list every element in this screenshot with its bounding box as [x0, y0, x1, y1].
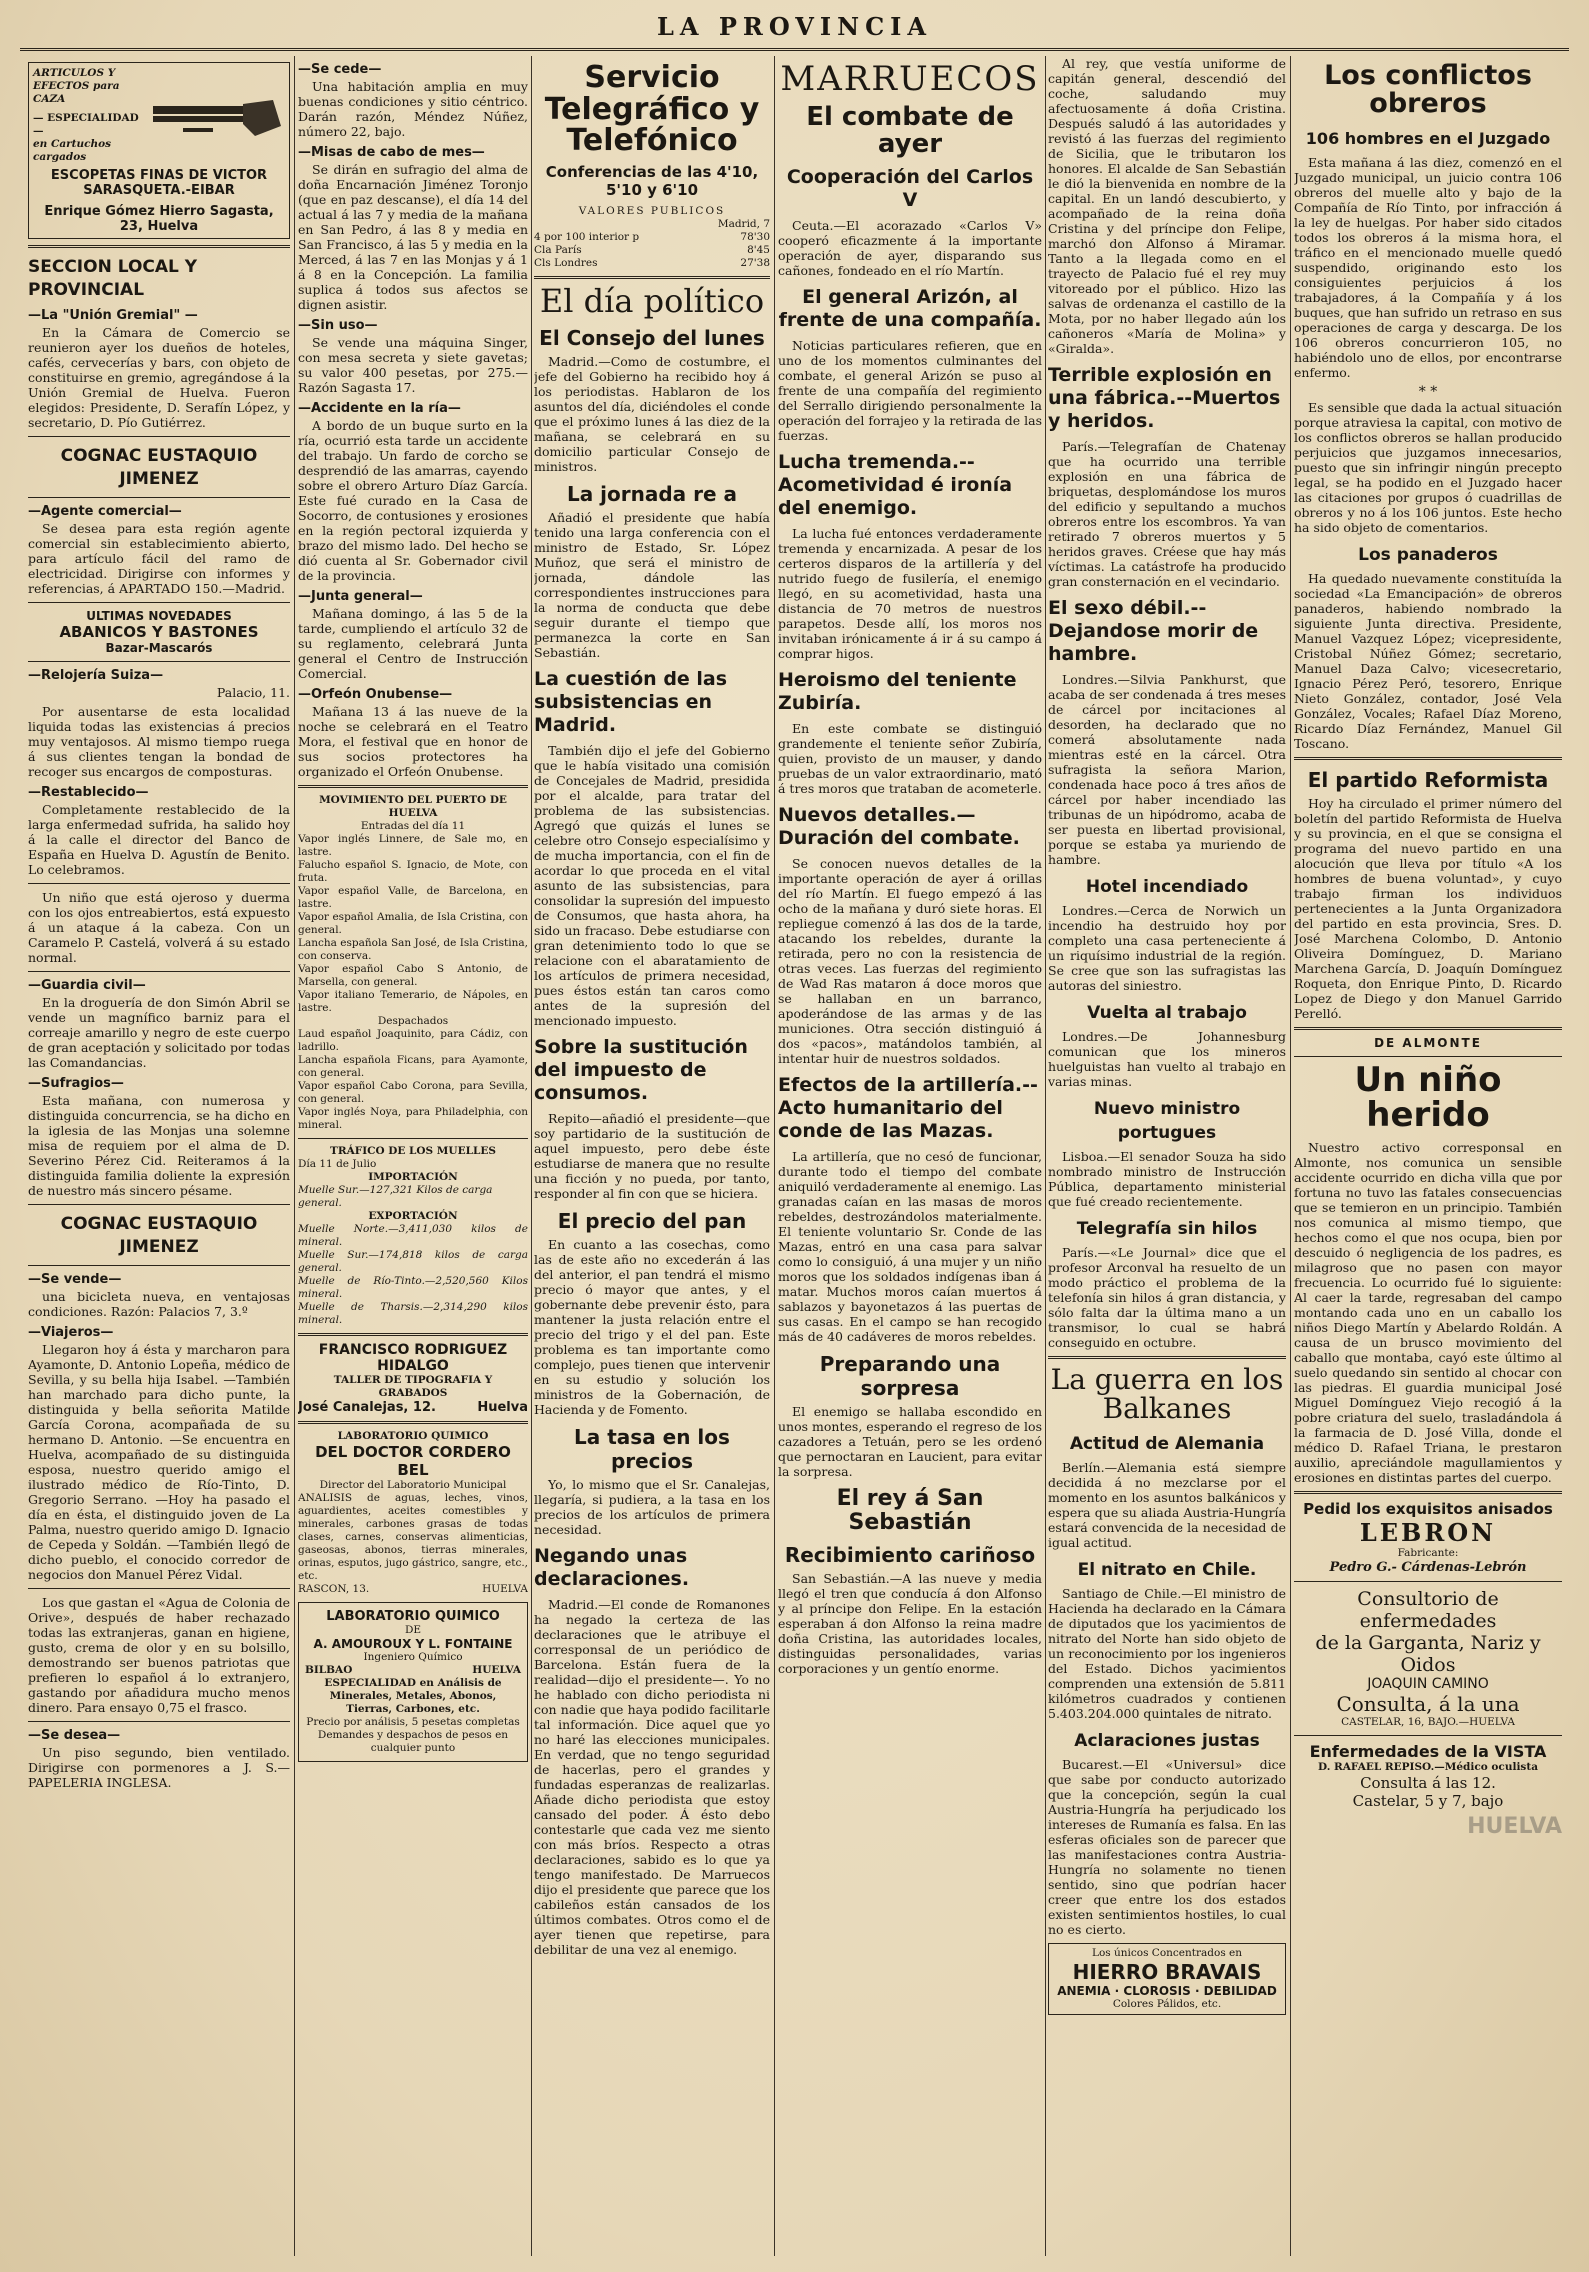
item-heading: —Restablecido— [28, 785, 149, 800]
ad-sarasqueta [28, 62, 290, 239]
article-heading: Actitud de Alemania [1069, 1433, 1265, 1454]
ad-lab1-name: DEL DOCTOR CORDERO BEL [315, 1443, 511, 1479]
port-entries-list [298, 833, 528, 1015]
port-title: MOVIMIENTO DEL PUERTO DE HUELVA [319, 794, 507, 819]
values-table [534, 231, 770, 270]
values-row [534, 244, 770, 257]
article-heading: Aclaraciones justas [1074, 1730, 1260, 1751]
item-heading: —Orfeón Onubense— [298, 687, 453, 702]
values-label: Cls Londres [534, 256, 598, 269]
almonte-heading: DE ALMONTE [1374, 1035, 1482, 1050]
article-text: Madrid.—Como de costumbre, el jefe del Gobierno ha recibido hoy á los periodistas. Hablaron de los asuntos del día, diciéndoles el conde que el próximo lunes á las diez de la mañana, se celebrará en su domicilio particular Consejo de ministros. [534, 354, 770, 475]
article-heading: Efectos de la artillería.-- Acto humanitario del conde de las Mazas. [778, 1074, 1038, 1143]
item-text: Los que gastan el «Agua de Colonia de Orive», después de haber rechazado todas las extranjeras, ganan en higiene, gusto, crema de olor y en su bolsillo, demostrando ser buenos patriotas que prefieren lo español á lo extranjero, gastando por añadidura mucho menos dinero. Para ensayo 0,75 el frasco. [28, 1595, 290, 1715]
docks-date: Día 11 de Julio [298, 1158, 377, 1170]
article-text: París.—«Le Journal» dice que el profesor Arconval ha resuelto de un modo práctico el problema de la telefonía sin hilos á gran distancia, y sólo falta dar la última mano a un transmisor, lo cual se habrá conseguido en octubre. [1048, 1245, 1286, 1350]
list-item: Vapor español Cabo S Antonio, de Marsella, con general. [298, 963, 528, 988]
column-rule [294, 56, 295, 2256]
article-heading: La cuestión de las subsistencias en Madrid. [534, 668, 728, 737]
balkans-title: La guerra en los Balkanes [1050, 1363, 1284, 1426]
item-text: En la Cámara de Comercio se reunieron ayer los dueños de hoteles, cafés, cervecerías y bars, con objeto de constituirse en gremio, agregándose á la Unión Gremial de Huelva. Fueron elegidos: Presidente, D. Serafín López, y secretario, D. Pío Gutiérrez. [28, 325, 290, 430]
list-item: Vapor italiano Temerario, de Nápoles, en lastre. [298, 989, 528, 1014]
article-text: La lucha fué entonces verdaderamente tremenda y encarnizada. A pesar de los certeros disparos de la artillería y del nutrido fuego de fusilería, el enemigo llegó, en su acometividad, hasta una distancia de 70 metros de nuestros parapetos. Desde allí, los moros nos invitaban irónicamente á ir á su campo á comprar higos. [778, 526, 1042, 662]
ad-line: ABANICOS Y BASTONES [59, 623, 259, 641]
list-item: Muelle de Tharsis.—2,314,290 kilos mineral. [298, 1301, 528, 1326]
article-heading: Nuevo ministro portugues [1093, 1099, 1241, 1143]
values-row [534, 231, 770, 244]
item-text: Completamente restablecido de la larga enfermedad sufrida, ha salido hoy á la calle el director del Banco de España en Huelva D. Agustín de Benito. Lo celebramos. [28, 802, 290, 877]
ad-line: Pedro G.- Cárdenas-Lebrón [1329, 1560, 1527, 1576]
port-subtitle: Entradas del día 11 [360, 820, 466, 832]
article-text: Añadió el presidente que había tenido una larga conferencia con el ministro de Estado, Sr. López Muñoz, que será el ministro de jornada, dándole las correspondientes instrucciones para la norma de conducta que debe seguir durante el tiempo que permanezca la corte en San Sebastián. [534, 510, 770, 661]
ad-line: ULTIMAS NOVEDADES [86, 609, 232, 623]
item-text: Por ausentarse de esta localidad liquida todas las existencias á precios muy ventajosos. Al mismo tiempo ruega á sus clientes tengan la bondad de recoger sus encargos de composturas. [28, 704, 290, 779]
ad-lab2-price: Precio por análisis, 5 pesetas completas [306, 1716, 520, 1728]
article-heading: Los panaderos [1358, 544, 1498, 565]
article-text: Lisboa.—El senador Souza ha sido nombrado ministro de Instrucción Pública, departamento ministerial que fué creado recientemente. [1048, 1149, 1286, 1209]
article-text: Noticias particulares refieren, que en uno de los momentos culminantes del combate, el general Arizón se puso al frente de una compañía del regimiento del Serrallo dirigiendo personalmente la operación del forrajeo y la retirada de las fuerzas. [778, 338, 1042, 444]
ad-line: ANEMIA · CLOROSIS · DEBILIDAD [1057, 1983, 1277, 1998]
article-text: Hoy ha circulado el primer número del boletín del partido Reformista de Huelva y su provincia, en el que se consigna el programa del nuevo partido en una alocución que lleva por título «A los hombres de buena voluntad», y cuyo trabajo firman los individuos pertenecientes a la Junta Organizadora del partido en esta provincia, Sres. D. José Marchena Colombo, D. Antonio Oliveira Domínguez, D. Mariano Marchena García, D. Joaquín Domínguez Roqueta, don Enrique Pinto, D. Ricardo Lopez de Diego y don Manuel Garrido Perelló. [1294, 795, 1562, 1021]
article-heading: El rey á San Sebastián [836, 1486, 984, 1536]
political-title: El día político [539, 281, 765, 320]
item-text: Se vende una máquina Singer, con mesa secreta y siete gavetas; su valor 400 pesetas, por 275.—Razón Sagasta 17. [298, 335, 528, 395]
list-item: Falucho español S. Ignacio, de Mote, con fruta. [298, 859, 528, 884]
item-heading: —Se cede— [298, 62, 382, 77]
ad-line: HIERRO BRAVAIS [1072, 1959, 1262, 1984]
column-rule [774, 56, 775, 2256]
column-6: Los conflictos obreros 106 hombres en el Juzgado Esta mañana á las diez, comenzó en el Juzgado municipal, un juicio contra 106 obreros del muelle alto y bajo de la Compañía de Río Tinto, por infracción á la ley de huelgas. Por haber sido citados todos los obreros á la misma hora, el tráfico en el mencionado muelle quedó suspendido, originando esto los consiguientes perjuicios á los trabajadores, á la Compañía y á los buques, que han sufrido un retraso en sus operaciones de carga y descarga. De los 106 obreros concurrieron 105, no habiéndolo uno de ellos, por encontrarse enfermo. * * Es sensible que dada la actual situación porque atraviesa la capital, con motivo de los conflictos obreros se hallan producido perjuicios que juzgamos innecesarios, puesto que sin infringir ningún precepto legal, se ha podido en el Juzgado hacer las citaciones por grupos ó cuadrillas de obreros y no á los 106 juntos. Este hecho ha sido objeto de comentarios. Los panaderos Ha quedado nuevamente constituída la sociedad «La Emancipación» de obreros panaderos, habiendo nombrado la siguiente Junta directiva. Presidente, Manuel Vazquez López; vicepresidente, Cristobal Núñez Gómez; secretario, Manuel Daza Calvo; vicesecretario, Ignacio Pérez Peró, tesorero, Enrique Nieto González, contador, José Vela González, Vocales; Rafael Díaz Moreno, Ricardo Díaz Fernández, Manuel Gil Toscano. El partido Reformista Hoy ha circulado el primer número del boletín del partido Reformista de Huelva y su provincia, en el que se consigna el programa del nuevo partido en una alocución que lleva por título «A los hombres de buena voluntad», y cuyo trabajo firman los individuos pertenecientes a la Junta Organizadora del partido en esta provincia, Sres. D. José Marchena Colombo, D. Antonio Oliveira Domínguez, D. Mariano Marchena García, D. Joaquín Domínguez Roqueta, don Enrique Pinto, D. Ricardo Lopez de Diego y don Manuel Garrido Perelló. DE ALMONTE Un niño herido Nuestro activo corresponsal en Almonte, nos comunica un sensible accidente ocurrido en dicha villa que por fortuna no tuvo las fatales consecuencias que se temieron en un principio. También nos comunica al mismo tiempo, que hechos como el que nos ocupa, bien por descuido ó negligencia de los padres, es milagroso que no pasen con mayor frecuencia. Lo ocurrido fué lo siguiente: Al caer la tarde, regresaban del campo montando cada uno en un caballo los niños Diego Martín y Abelardo Roldán. A causa de un brusco movimiento del caballo que montaba, cayó este último al suelo quedando sin sentido al chocar con las piedras. El guardia municipal José Miguel Domínguez Viejo recogió á la pobre criatura del suelo, trasladándola á la farmacia de D. José Villa, donde el médico D. Rafael Triana, le prestaron auxilio, apreciándole magullamientos y erosiones en distintas partes del cuerpo. Pedid los exquisitos anisados LEBRON Fabricante: Pedro G.- Cárdenas-Lebrón Consultorio de enfermedades de la Garganta, Nariz y Oidos JOAQUIN CAMINO Consulta, á la una CASTELAR, 16, BAJO.—HUELVA Enfermedades de la VISTA D. RAFAEL REPISO.—Médico oculista Consulta á las 12. Castelar, 5 y 7, bajo HUELVA [1294, 60, 1562, 1840]
item-text: Palacio, 11. [216, 685, 290, 700]
article-text: Se conocen nuevos detalles de la importante operación de ayer á orillas del río Martín. El fuego empezó á las ocho de la mañana y duró siete horas. El repliegue comenzó á las dos de la tarde, atacando los rebeldes, durante la retirada, pero no con la resistencia de otras veces. Las fuerzas del regimiento de Wad Ras mataron á doce moros que se hallaban en un barranco, apoderándose de las armas y de las municiones. Otra sección distinguió á dos «pacos», matándolos también, al intentar huir de nuestros soldados. [778, 856, 1042, 1067]
ad-frh-name: FRANCISCO RODRIGUEZ HIDALGO [318, 1342, 508, 1374]
values-value: 78'30 [740, 230, 770, 243]
docks-title: TRÁFICO DE LOS MUELLES [330, 1145, 496, 1157]
item-heading: —Guardia civil— [28, 978, 146, 993]
ad-lab1-city: HUELVA [482, 1583, 528, 1595]
ad-lab1-text: ANALISIS de aguas, leches, vinos, aguardientes, aceites comestibles y minerales, carbones grasas de todas clases, carnes, conservas alimenticias, gaseosas, abonos, tierras minerales, orinas, esputos, jugo gástrico, sangre, etc., etc. [298, 1492, 528, 1582]
article-heading: Hotel incendiado [1085, 877, 1249, 897]
list-item: Vapor español Amalia, de Isla Cristina, con general. [298, 911, 528, 936]
article-heading: Nuevos detalles.—Duración del combate. [778, 804, 1020, 850]
values-row [534, 257, 770, 270]
ad-line: de la Garganta, Nariz y Oidos [1315, 1632, 1541, 1677]
article-heading: Vuelta al trabajo [1087, 1003, 1247, 1023]
ad-frh-city: Huelva [477, 1400, 528, 1415]
ad-line: Pedid los exquisitos anisados [1303, 1500, 1553, 1519]
article-heading: Telegrafía sin hilos [1076, 1219, 1258, 1239]
item-heading: —Agente comercial— [28, 504, 182, 519]
ad-line: ARTICULOS Y EFECTOS para CAZA [33, 67, 120, 105]
article-text: El enemigo se hallaba escondido en unos montes, esperando el regreso de los cazadores a Tetuán, pero se les ordenó que pernoctaran en Laucient, para evitar la sorpresa. [778, 1404, 1042, 1480]
ad-frh-sub: TALLER DE TIPOGRAFIA Y GRABADOS [333, 1374, 493, 1399]
ad-line: JOAQUIN CAMINO [1367, 1676, 1489, 1693]
item-heading: —Misas de cabo de mes— [298, 145, 485, 160]
column-4 [778, 56, 1042, 2256]
ad-line: Los únicos Concentrados en [1091, 1946, 1243, 1959]
ad-line: Consulta, á la una [1336, 1692, 1520, 1717]
ad-cognac: COGNAC EUSTAQUIO JIMENEZ [60, 446, 258, 489]
item-heading: —La "Unión Gremial" — [28, 308, 198, 323]
article-text: Repito—añadió el presidente—que soy partidario de la sustitución de aquel impuesto, pero debe éste estudiarse de manera que no resulte una ficción y no pueda, por tanto, responder al fin con que se hiciera. [534, 1111, 770, 1202]
article-text: Ha quedado nuevamente constituída la sociedad «La Emancipación» de obreros panaderos, habiendo nombrado la siguiente Junta directiva. Presidente, Manuel Vazquez López; vicepresidente, Cristobal Núñez Gómez; secretario, Manuel Daza Calvo; vicesecretario, Ignacio Pérez Peró, tesorero, Enrique Nieto González, contador, José Vela González, Vocales; Rafael Díaz Moreno, Ricardo Díaz Fernández, Manuel Gil Toscano. [1294, 570, 1562, 751]
article-text: San Sebastián.—A las nueve y media llegó el tren que conducía á don Alfonso y al príncipe don Felipe. En la estación esperaban á don Alfonso la reina madre doña Cristina, las autoridades locales, distinguidas personalidades, varias corporaciones y un gentío enorme. [778, 1571, 1042, 1677]
article-text: Londres.—Silvia Pankhurst, que acaba de ser condenada á tres meses de cárcel por incitaciones al desorden, ha declarado que no comerá absolutamente nada mientras esté en la cárcel. Otra sufragista la señora Marion, condenada hace poco á tres años de cárcel por haber incendiado las tribunas de un hipódromo, acaba de ser puesta en libertad provisional, porque se estaba ya muriendo de hambre. [1048, 672, 1286, 867]
combat-title: El combate de ayer [806, 101, 1014, 159]
item-heading: —Se vende— [28, 1272, 122, 1287]
article-text: Madrid.—El conde de Romanones ha negado la certeza de las declaraciones que le atribuye el corresponsal de un periódico de Barcelona. Están fuera de la realidad—dijo el presidente—. Yo no he hablado con dicho periodista ni con nadie que haya podido facilitarle tal información. Dice aquel que yo no haré las elecciones municipales. En verdad, que no tengo seguridad de hacerlas, pero el grandes y fundadas esperanzas de realizarlas. Añade dicho periodista que estoy cansado del poder. Á ésto debo contestarle que cada vez me siento con más bríos. Respecto a otras declaraciones, sabido es lo que ya tengo manifestado. De Marruecos dijo el presidente que parece que los cabileños están cansados de los últimos combates. Otros como el de ayer tienen que repetirse, para debilitar de una vez al enemigo. [534, 1597, 770, 1958]
labor-title: Los conflictos obreros [1324, 60, 1532, 120]
shotgun-icon [143, 76, 283, 156]
article-heading: 106 hombres en el Juzgado [1305, 128, 1551, 148]
list-item: Lancha española San José, de Isla Cristina, con conserva. [298, 937, 528, 962]
ad-lab2-foot: Demandes y despachos de pesos en cualquier punto [317, 1729, 509, 1754]
item-heading: —Sufragios— [28, 1076, 124, 1091]
values-place: Madrid, 7 [717, 217, 770, 230]
article-text: Berlín.—Alemania está siempre decidida á no mezclarse por el momento en los asuntos balkánicos y espera que su aliada Austria-Hungría estará convencida de la necesidad de igual actitud. [1048, 1459, 1286, 1550]
article-heading: Terrible explosión en una fábrica.--Muertos y heridos. [1048, 364, 1281, 432]
article-text: Bucarest.—El «Universul» dice que sabe por conducto autorizado que la concepción, según la cual Austria-Hungría ha perjudicado los intereses de Rumanía es falsa. En las esferas oficiales son de parecer que las manifestaciones contra Austria-Hungría no solamente no tienen sentido, sino que podrían hacer creer que entre los dos estados existen sentimientos hostiles, lo cual no es cierto. [1048, 1756, 1286, 1937]
item-text: Mañana domingo, á las 5 de la tarde, cumpliendo el artículo 32 de su reglamento, celebrará Junta general el Centro de Instrucción Comercial. [298, 606, 528, 681]
item-text: Un piso segundo, bien ventilado. Dirigirse con pormenores a J. S.— PAPELERIA INGLESA. [28, 1745, 290, 1790]
column-2 [298, 56, 528, 2256]
article-text: París.—Telegrafían de Chatenay que ha ocurrido una terrible explosión en una fábrica de briquetas, desplomándose los muros del edificio y sepultando a muchos obreros entre los escombros. Ya van retirado 7 obreros muertos y 5 heridos graves. Créese que hay más víctimas. La catástrofe ha producido gran consternación en el vecindario. [1048, 439, 1286, 589]
ad-cognac: COGNAC EUSTAQUIO JIMENEZ [60, 1214, 258, 1257]
item-text: Esta mañana, con numerosa y distinguida concurrencia, se ha dicho en la iglesia de las Monjas una solemne misa de requiem por el alma de D. Severino Pérez Cid. Reiteramos á la distinguida familia doliente la expresión de nuestro más sincero pésame. [28, 1093, 290, 1198]
article-heading: Un niño herido [1354, 1059, 1502, 1136]
ad-line: Enrique Gómez Hierro Sagasta, 23, Huelva [44, 204, 274, 234]
ad-line: Bazar-Mascarós [105, 641, 213, 655]
article-text: Santiago de Chile.—El ministro de Hacienda ha declarado en la Cámara de diputados que los yacimientos de nitrato del Norte han sido objeto de un reconocimiento por los ingenieros del Estado. Dichos yacimientos comprenden una extensión de 5.811 kilómetros cuadrados y contienen 5.403.204.000 quintales de nitrato. [1048, 1585, 1286, 1721]
column-5 [1048, 56, 1286, 2256]
article-heading: La jornada re a [566, 482, 738, 507]
article-heading: Preparando una sorpresa [819, 1352, 1001, 1401]
article-heading: El sexo débil.--Dejandose morir de hambre. [1048, 597, 1259, 665]
masthead [20, 6, 1569, 51]
article-text: La artillería, que no cesó de funcionar, durante todo el tiempo del combate aniquiló verdaderamente al enemigo. Las granadas caían en las masas de moros rebeldes, destrozándolos materialmente. El teniente voluntario Sr. Conde de las Mazas, entró en una casa para salvar como lo consiguió, á una mujer y un niño moros que los soldados indígenas iban á matar. Muchos moros caían muertos á sablazos y bayonetazos á las puertas de sus casas. En el campo se han recogido más de 40 cadáveres de moros rebeldes. [778, 1149, 1042, 1345]
column-rule [531, 56, 532, 2256]
ad-lebron: LEBRON [1359, 1518, 1497, 1548]
item-text: En la droguería de don Simón Abril se vende un magnífico barniz para el correaje amarillo y negro de este cuerpo de gran aceptación y solicitado por todas las Comandancias. [28, 995, 290, 1070]
item-text: Se desea para esta región agente comercial sin establecimiento abierto, para artículo fácil del ramo de electricidad. Dirigirse con informes y referencias, á APARTADO 150.—Madrid. [28, 521, 290, 596]
ad-line: Colores Pálidos, etc. [1112, 1997, 1222, 2010]
masthead-title: LA PROVINCIA [656, 12, 933, 41]
list-item: Vapor inglés Noya, para Philadelphia, con mineral. [298, 1106, 528, 1131]
values-label: 4 por 100 interior p [534, 230, 640, 243]
item-heading: —Viajeros— [28, 1325, 114, 1340]
column-1 [28, 56, 290, 2256]
ad-line: — ESPECIALIDAD — [33, 112, 139, 137]
article-text: Yo, lo mismo que el Sr. Canalejas, llegaría, si pudiera, a la tasa en los precios de los artículos de primera necesidad. [534, 1477, 770, 1538]
article-text: También dijo el jefe del Gobierno que le había visitado una comisión de Concejales de Madrid, presidida por el alcalde, para tratar del problema de las subsistencias. Agregó que quizás el lunes se celebre otro Consejo especialísimo y de mucha importancia, con el fin de acordar lo que proceda en el vital asunto de las subsistencias, para consolidar la supresión del impuesto de Consumos, que hasta ahora, ha sido un fracaso. Debe estudiarse con gran detenimiento todo lo que se relacione con el abaratamiento de los artículos de primera necesidad, pues éstos están tan caros como antes de la supresión del mencionado impuesto. [534, 743, 770, 1029]
column-rule [1290, 56, 1291, 2256]
ad-lab2-sub2: Ingeniero Químico [363, 1651, 463, 1663]
article-heading: Lucha tremenda.--Acometividad é ironía del enemigo. [778, 451, 1013, 520]
item-text: A bordo de un buque surto en la ría, ocurrió esta tarde un accidente del trabajo. Un fardo de corcho se desprendió de las amarras, cayendo sobre el obrero Arturo Díaz García. Este fué curado en la Casa de Socorro, de contusiones y erosiones en la región pectoral izquierda y brazo del mismo lado. Del hecho se dió cuenta al Sr. Gobernador civil de la provincia. [298, 418, 528, 583]
section-title: SECCION LOCAL Y PROVINCIAL [28, 257, 198, 300]
article-heading: Negando unas declaraciones. [534, 1545, 690, 1591]
item-heading: —Junta general— [298, 589, 423, 604]
ad-line: Enfermedades de la VISTA [1309, 1742, 1547, 1762]
item-text: Se dirán en sufragio del alma de doña Encarnación Jiménez Toronjo (que en paz descanse), el día 14 del actual á las 7 y media de la mañana en San Pedro, á las 8 y media en San Francisco, á las 5 y media en la Merced, á las 7 en las Monjas y á 1 á 8 en la Concepción. La familia suplica á todos sus afectos se dignen asistir. [298, 162, 528, 312]
article-heading: Cooperación del Carlos V [786, 166, 1034, 212]
ad-hierro-bravais [1048, 1943, 1286, 2015]
article-heading: Recibimiento cariñoso [784, 1543, 1036, 1568]
item-text: una bicicleta nueva, en ventajosas condiciones. Razón: Palacios 7, 3.º [28, 1289, 290, 1319]
list-item: Muelle de Río-Tinto.—2,520,560 Kilos mineral. [298, 1275, 528, 1300]
export-list [298, 1223, 528, 1327]
port-departures-list [298, 1028, 528, 1132]
item-text: Mañana 13 á las nueve de la noche se celebrará en el Teatro Mora, el festival que en honor de sus socios protectores ha organizado el Orfeón Onubense. [298, 704, 528, 779]
list-item: Muelle Sur.—174,818 kilos de carga general. [298, 1249, 528, 1274]
item-heading: —Se desea— [28, 1728, 121, 1743]
column-rule [1045, 56, 1046, 2256]
values-value: 27'38 [740, 256, 770, 269]
item-heading: —Relojería Suiza— [28, 668, 164, 683]
item-text: Llegaron hoy á ésta y marcharon para Ayamonte, D. Antonio Lopeña, médico de Sevilla, y su bella hija Isabel. —También han marchado para dicho punte, la distinguida y bella señorita Matilde García Corona, acompañada de su hermano D. Antonio. —Se encuentra en Huelva, acompañado de su distinguida esposa, nuestro querido amigo el ilustrado médico de Río-Tinto, D. Gregorio Serrano. —Hoy ha pasado el día en ésta, el distinguido joven de La Palma, nuestro querido amigo D. Ignacio de Cepeda y Soldán. —También llegó de dicho pueblo, el conocido corredor de negocios don Manuel Pérez Vidal. [28, 1342, 290, 1582]
ad-lab2-sub: DE [404, 1624, 422, 1636]
article-text: Ceuta.—El acorazado «Carlos V» cooperó eficazmente á la importante operación de ayer, disparando sus cañones, fondeado en el río Martín. [778, 218, 1042, 279]
ad-lab2 [298, 1602, 528, 1762]
article-text: En cuanto a las cosechas, como las de este año no excederán á las del anterior, el pan tendrá el mismo precio ó mayor que antes, y el gobernante debe prevenir ésto, para mantener la justa relación entre el precio del trigo y el del pan. Este problema es tan importante como complejo, pues tienen que intervenir en su estudio y solución los ministros de la Gobernación, de Hacienda y de Fomento. [534, 1237, 770, 1418]
ad-line: Consultorio de enfermedades [1357, 1588, 1499, 1633]
item-heading: —Sin uso— [298, 318, 378, 333]
import-line: Muelle Sur.—127,321 Kilos de carga general. [298, 1184, 493, 1209]
archive-watermark: HUELVA [1467, 1814, 1562, 1840]
port-despachados-heading: Despachados [377, 1015, 449, 1027]
list-item: Lancha española Ficans, para Ayamonte, con general. [298, 1054, 528, 1079]
article-heading: La tasa en los precios [574, 1425, 730, 1474]
article-heading: Sobre la sustitución del impuesto de consumos. [534, 1036, 748, 1105]
article-heading: El precio del pan [557, 1209, 747, 1234]
list-item: Vapor inglés Linnere, de Sale mo, en lastre. [298, 833, 528, 858]
article-text: Esta mañana á las diez, comenzó en el Juzgado municipal, un juicio contra 106 obreros del muelle alto y bajo de la Compañía de Río Tinto, por infracción á la ley de huelgas. Por haber sido citados todos los obreros á la misma hora, el tráfico en el mencionado muelle quedó suspendido, originando esto los consiguientes perjuicios á los trabajadores, á la Compañía y á los buques, que han sufrido un retraso en sus operaciones de carga y descarga. De los 106 obreros concurrieron 105, no habiéndolo uno de ellos, por encontrarse enfermo. [1294, 154, 1562, 380]
article-text: Londres.—De Johannesburg comunican que los mineros huelguistas han vuelto al trabajo en varias minas. [1048, 1029, 1286, 1089]
list-item: Vapor español Cabo Corona, para Sevilla, con general. [298, 1080, 528, 1105]
article-text: En este combate se distinguió grandemente el teniente señor Zubiría, quien, provisto de un mauser, y dando pruebas de un valor extraordinario, mató á tres moros que trataban de acometerle. [778, 721, 1042, 797]
ad-lab2-huelva: HUELVA [472, 1664, 521, 1676]
item-text: Un niño que está ojeroso y duerma con los ojos entreabiertos, está expuesto á un ataque á la cabeza. Con un Caramelo P. Castelá, volverá á su estado normal. [28, 890, 290, 965]
list-item: Vapor español Valle, de Barcelona, en lastre. [298, 885, 528, 910]
ad-lab2-text: ESPECIALIDAD en Análisis de Minerales, Metales, Abonos, Tierras, Carbones, etc. [324, 1677, 502, 1715]
column-3 [534, 56, 770, 2256]
ad-lab2-bilbao: BILBAO [305, 1664, 353, 1676]
ad-lab2-name: A. AMOUROUX Y L. FONTAINE [313, 1637, 513, 1651]
ad-lab1-addr: RASCON, 13. [298, 1583, 370, 1595]
ad-line: en Cartuchos cargados [33, 138, 112, 163]
values-heading: VALORES PUBLICOS [578, 204, 726, 217]
ad-lab1-head: LABORATORIO QUIMICO [337, 1430, 489, 1442]
ad-lab1-sub: Director del Laboratorio Municipal [319, 1479, 507, 1491]
article-heading: El general Arizón, al frente de una compañía. [778, 286, 1042, 332]
ad-line: CASTELAR, 16, BAJO.—HUELVA [1341, 1716, 1515, 1729]
list-item: Laud español Joaquinito, para Cádiz, con ladrillo. [298, 1028, 528, 1053]
ad-line: Consulta á las 12. [1360, 1774, 1496, 1793]
item-heading: —Accidente en la ría— [298, 401, 461, 416]
ad-lab2-head: LABORATORIO QUIMICO [326, 1609, 500, 1624]
article-heading: El partido Reformista [1307, 767, 1549, 792]
article-text: Es sensible que dada la actual situación porque atraviesa la capital, con motivo de los conflictos obreros se hallan producido perjuicios que juzgamos innecesarios, puesto que sin infringir ningún precepto legal, se ha podido en el Juzgado hacer las citaciones por grupos ó cuadrillas de obreros y no á los 106 juntos. Este hecho ha sido objeto de comentarios. [1294, 399, 1562, 535]
telegraph-title: Servicio Telegráfico y Telefónico [544, 60, 760, 158]
list-item: Muelle Norte.—3,411,030 kilos de mineral. [298, 1223, 528, 1248]
morocco-title: MARRUECOS [780, 59, 1040, 99]
ad-line: D. RAFAEL REPISO.—Médico oculista [1317, 1761, 1538, 1774]
values-value: 8'45 [747, 243, 770, 256]
article-heading: Heroismo del teniente Zubiría. [778, 669, 1017, 715]
ad-line: ESCOPETAS FINAS DE VICTOR SARASQUETA.-EIBAR [50, 168, 268, 198]
article-text: Londres.—Cerca de Norwich un incendio ha destruido hoy por completo una casa perteneciente á un riquísimo industrial de la región. Se cree que son las sufragistas las autoras del siniestro. [1048, 903, 1286, 993]
import-heading: IMPORTACIÓN [368, 1171, 458, 1183]
values-label: Cla París [534, 243, 582, 256]
ad-frh-addr: José Canalejas, 12. [298, 1400, 436, 1415]
telegraph-conferences: Conferencias de las 4'10, 5'10 y 6'10 [545, 162, 759, 199]
article-text: Al rey, que vestía uniforme de capitán general, descendió del coche, saludando muy afectuosamente á doña Cristina. Después saludó á las autoridades y revistó á las fuerzas del regimiento de Sicilia, que le tributaron los honores. El alcalde de San Sebastián le dió la bienvenida en nombre de la capital. En un landó descubierto, y acompañado de la reina doña Cristina y del príncipe don Felipe, marchó don Alfonso á Miramar. Tanto a la llegada como en el trayecto de Palacio fué el rey muy vitoreado por el público. Hizo las salvas de ordenanza el castillo de la Mota, por no haber llegado aún los cañoneros «María de Molina» y «Giralda». [1048, 56, 1286, 356]
article-heading: El nitrato en Chile. [1077, 1559, 1257, 1580]
ad-line: Fabricante: [1397, 1547, 1459, 1560]
item-text: Una habitación amplia en muy buenas condiciones y sitio céntrico. Darán razón, Méndez Núñez, número 22, bajo. [298, 79, 528, 139]
export-heading: EXPORTACIÓN [368, 1210, 458, 1222]
article-text: Nuestro activo corresponsal en Almonte, nos comunica un sensible accidente ocurrido en dicha villa que por fortuna no tuvo las fatales consecuencias que se temieron en un principio. También nos comunica al mismo tiempo, que hechos como el que nos ocupa, bien por descuido ó negligencia de los padres, es milagroso que no pasen con mayor frecuencia. Lo ocurrido fué lo siguiente: Al caer la tarde, regresaban del campo montando cada uno en un caballo los niños Diego Martín y Abelardo Roldán. A causa de un brusco movimiento del caballo que montaba, cayó este último al suelo quedando sin sentido al chocar con las piedras. El guardia municipal José Miguel Domínguez Viejo recogió á la pobre criatura del suelo, trasladándola á la farmacia de D. José Villa, donde el médico D. Rafael Triana, le prestaron auxilio, apreciándole magullamientos y erosiones en distintas partes del cuerpo. [1294, 1140, 1562, 1486]
article-heading: El Consejo del lunes [539, 326, 765, 351]
ad-line: Castelar, 5 y 7, bajo [1352, 1792, 1504, 1811]
